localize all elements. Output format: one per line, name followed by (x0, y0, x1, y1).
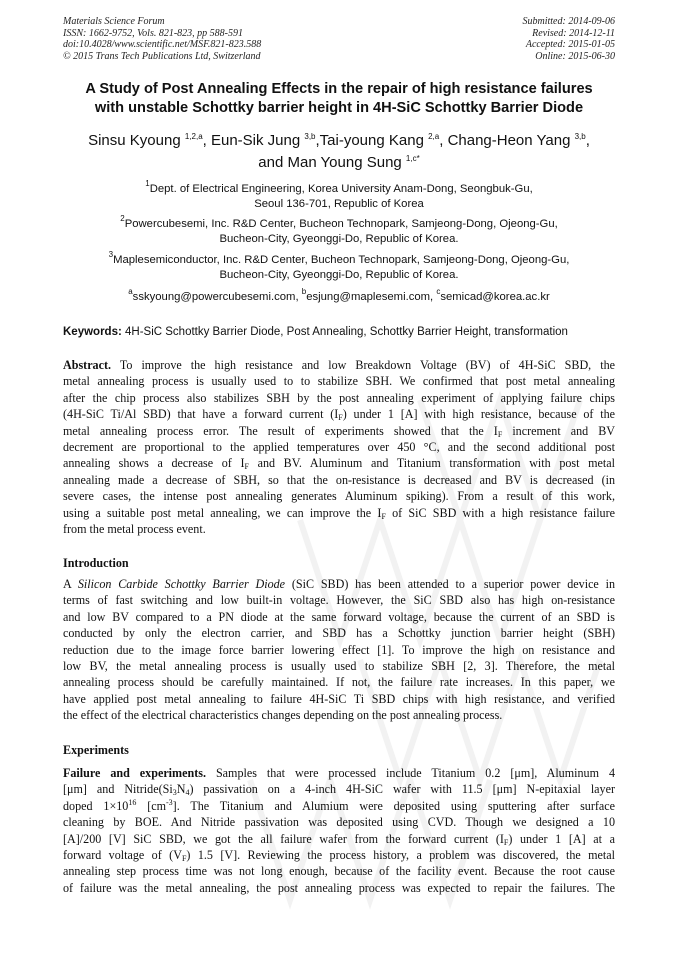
author-name: and Man Young Sung (258, 154, 402, 171)
journal-name: Materials Science Forum (63, 16, 165, 27)
affiliation-line: Maplesemiconductor, Inc. R&D Center, Bucheon Technopark, Samjeong-Dong, Ojeong-Gu, (113, 254, 570, 266)
revised-date: Revised: 2014-12-11 (532, 27, 615, 39)
author-affiliation-marker: 1,2,a (184, 132, 203, 141)
author-separator: , (202, 132, 211, 149)
exp-line: [μm] and $Nitride(Si_3N_4)$ passivation on a 4-inch 4H-SiC wafer with 11.5 [μm] N-epitaxial layer (63, 782, 615, 798)
keywords-text: 4H-SiC Schottky Barrier Diode, Post Annealing, Schottky Barrier Height, transformation (121, 326, 568, 338)
title-line-1: A Study of Post Annealing Effects in the repair of high resistance failures (85, 81, 593, 97)
intro-line: conducted by only the electron carrier, and SBD has a Schottky junction barrier height (SBH) (63, 626, 615, 641)
exp-line: cleaning by BOE. And Nitride passivation was deposited using CVD. Though we designed a 10 (63, 815, 615, 830)
keywords-label: Keywords: (63, 326, 122, 338)
author-separator: , (315, 132, 320, 149)
exp-line: doped $1\times 10^{16}$ $[cm^{-3}]$. The Titanium and Alumium were deposited using sputtering after surface (63, 797, 615, 813)
abstract (63, 357, 615, 537)
email-address: esjung@maplesemi.com, (306, 291, 437, 303)
introduction-heading: Introduction (63, 556, 129, 570)
intro-line: A Silicon Carbide Schottky Barrier Diode (SiC SBD) has been attended to a superior power device in (63, 577, 616, 591)
keywords (63, 325, 623, 340)
subsection-label: Failure and experiments. (63, 766, 206, 780)
author-separator: , (585, 132, 590, 149)
affiliation-line: Powercubesemi, Inc. R&D Center, Bucheon Technopark, Samjeong-Dong, Ojeong-Gu, (124, 218, 558, 230)
author-name: Chang-Heon Yang (447, 132, 571, 149)
online-date: Online: 2015-06-30 (535, 50, 615, 62)
author-name: Tai-young Kang (319, 132, 424, 149)
affiliation-line: Bucheon-City, Gyeonggi-Do, Republic of Korea. (219, 233, 459, 245)
author-affiliation-marker: 2,a (428, 132, 440, 141)
abstract-line: annealing made a decrease of SBH, so that the on-resistance is decreased and BV is decreased (in (63, 472, 615, 487)
experiments-heading: Experiments (63, 743, 129, 757)
experiments-text (63, 765, 615, 896)
intro-line: have applied post metal annealing to failure 4H-SiC Ti SBD chips with high resistance, and verified (63, 691, 615, 706)
abstract-line: after the chip process also stabilizes SBH by the post annealing experiment of applying failure chips (63, 390, 615, 405)
email-address: sskyoung@powercubesemi.com, (132, 291, 302, 303)
email-marker: a (128, 287, 133, 296)
issn-line: ISSN: 1662-9752, Vols. 821-823, pp 588-591 (63, 27, 243, 39)
email-address: semicad@korea.ac.kr (440, 291, 550, 303)
abstract-line: annealing shows a decrease of $I_F$ and BV. Aluminum and Titanium transformation with post metal (63, 456, 615, 472)
publication-dates (523, 16, 616, 62)
author-affiliation-marker: 3,b (574, 132, 586, 141)
journal-info (63, 16, 261, 62)
authors-line-1 (30, 130, 648, 152)
exp-line: of failure was the metal annealing, the post annealing process was expected to repair the failures. The (63, 880, 615, 895)
intro-line: annealing process should be carefully maintained. If not, the failure rate increases. In this paper, we (63, 675, 615, 690)
abstract-line: from the metal process event. (63, 522, 206, 537)
doi-line: doi:10.4028/www.scientific.net/MSF.821-823.588 (63, 39, 262, 50)
intro-line: terms of fast switching and low built-in voltage. However, the SiC SBD also has high on-resistance (63, 593, 615, 608)
intro-line: reduction due to the image force barrier lowering effect [1]. To improve the high on resistance and (63, 642, 615, 657)
exp-line: forward voltage of $(V_F)$ 1.5 [V]. Reviewing the process history, a problem was discovered, the metal (63, 848, 615, 864)
affiliation-3 (60, 250, 618, 283)
affiliation-line: Bucheon-City, Gyeonggi-Do, Republic of Korea. (219, 269, 459, 281)
email-marker: c (436, 287, 441, 296)
abstract-line: severe cases, the intense post annealing generates Aluminum spiking). From a result of this work, (63, 489, 615, 504)
abstract-label: Abstract. (63, 358, 112, 372)
intro-line: the effect of the electrical characteristics changes depending on the post annealing process. (63, 708, 503, 723)
author-name: Sinsu Kyoung (88, 132, 181, 149)
introduction-text (63, 576, 615, 724)
title-line-2: with unstable Schottky barrier height in 4H-SiC Schottky Barrier Diode (94, 100, 584, 116)
affiliation-line: Seoul 136-701, Republic of Korea (254, 198, 424, 210)
author-emails (40, 287, 638, 305)
exp-line: annealing step process time was not long enough, because of the facility event. Because the root cause (63, 864, 615, 879)
affiliation-1 (60, 179, 618, 212)
affiliation-marker: 3 (108, 250, 114, 259)
abstract-line: using a suitable post metal annealing, we can improve the $I_F$ of SiC SBD with a high resistance failure (63, 505, 615, 521)
abstract-line: metal annealing process error. The result of experiments showed that the $I_F$ increment and BV (63, 423, 615, 439)
affiliation-line: Dept. of Electrical Engineering, Korea University Anam-Dong, Seongbuk-Gu, (149, 183, 533, 195)
affiliation-marker: 1 (145, 179, 150, 188)
exp-line: [A]/200 [V] SiC SBD, we got the all failure wafer from the forward current $(I_F)$ under 1 [A] at a (63, 831, 615, 847)
accepted-date: Accepted: 2015-01-05 (525, 39, 615, 50)
submitted-date: Submitted: 2014-09-06 (522, 16, 615, 27)
abstract-line: decrement are proportional to the applied temperatures over 450 °C, and the second additional post (63, 440, 615, 455)
author-name: Eun-Sik Jung (210, 132, 301, 149)
authors-line-2 (30, 152, 648, 174)
abstract-line: metal annealing process is usually used to to stabilize SBH. We confirmed that post metal annealing (63, 374, 615, 389)
intro-line: and low BV compared to a PN diode at the same forward voltage, because the current of an SBD is (63, 609, 615, 624)
abstract-line: Abstract. To improve the high resistance and low Breakdown Voltage (BV) of 4H-SiC SBD, the (63, 358, 615, 372)
author-list (30, 130, 648, 174)
copyright-line: © 2015 Trans Tech Publications Ltd, Switzerland (63, 50, 261, 62)
author-affiliation-marker: 1,c* (405, 154, 420, 163)
paper-title (40, 80, 638, 118)
affiliation-marker: 2 (120, 214, 125, 223)
author-affiliation-marker: 3,b (304, 132, 316, 141)
abstract-line: (4H-SiC Ti/Al SBD) that have a forward current $(I_F)$ under 1 [A] with high resistance, because of the (63, 407, 615, 423)
author-separator: , (439, 132, 448, 149)
affiliation-2 (60, 214, 618, 247)
exp-line: Failure and experiments. Samples that were processed include Titanium 0.2 [μm], Aluminum 4 (63, 766, 616, 780)
intro-line: low BV, the metal annealing process is usually used to stabilize SBH [2, 3]. Therefore, the metal (63, 659, 615, 674)
email-marker: b (301, 287, 307, 296)
